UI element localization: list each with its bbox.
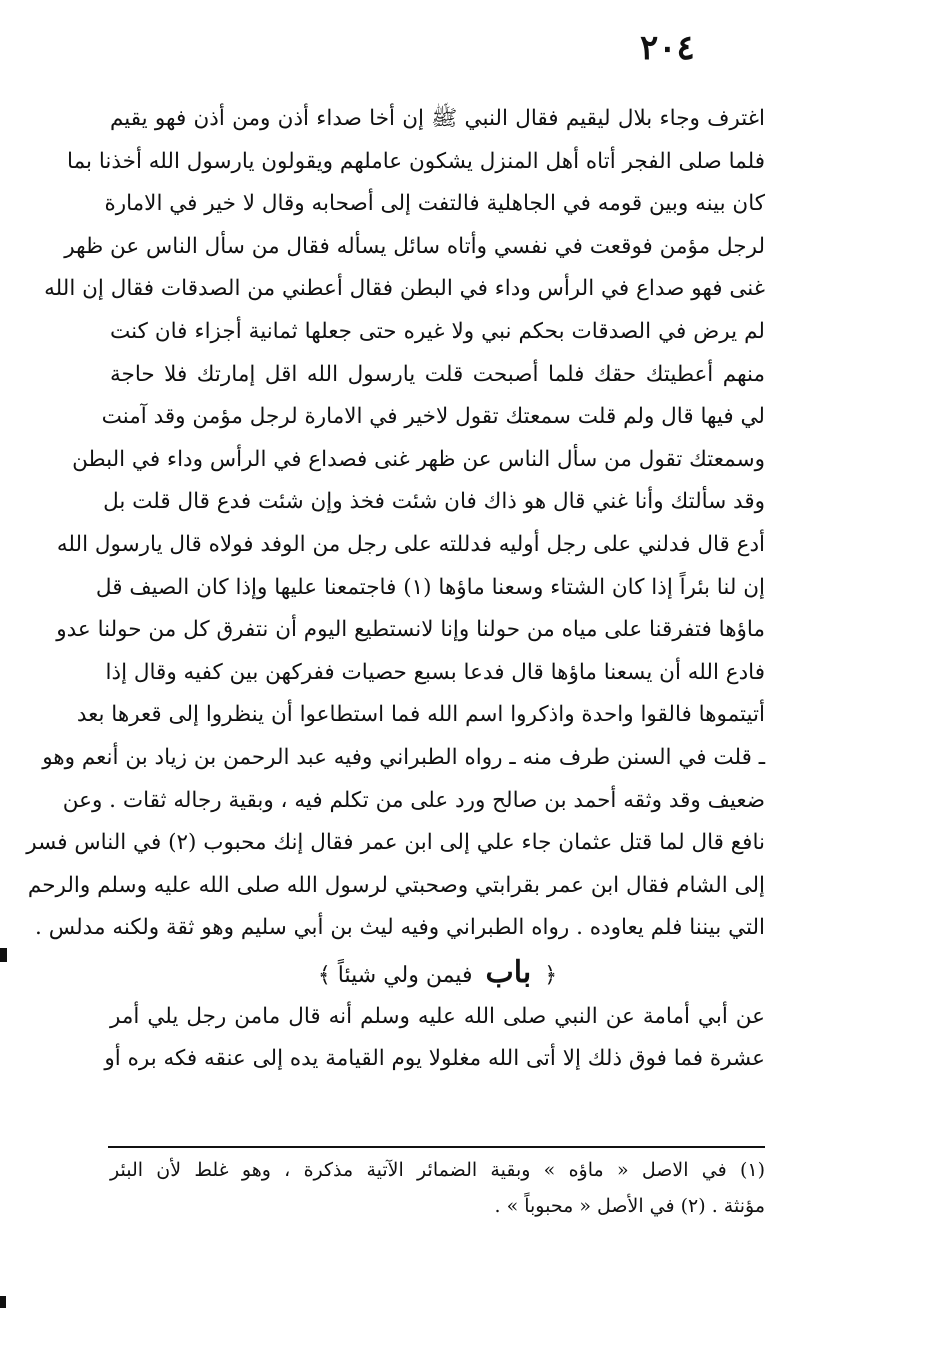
scan-mark xyxy=(0,1296,6,1308)
text-line: أتيتموها فالقوا واحدة واذكروا اسم الله فما استطاعوا أن ينظروا إلى قعرها بعد xyxy=(76,702,765,728)
heading-title: فيمن ولي شيئاً xyxy=(337,962,473,988)
heading-bracket-close: ﴾ xyxy=(317,962,331,988)
text-line: أدع قال فدلني على رجل أوليه فدللته على رجل من الوفد فولاه قال يارسول الله xyxy=(56,531,765,557)
text-line: ماؤها فتفرقنا على مياه من حولنا وإنا لانستطيع اليوم أن نتفرق كل من حولنا عدو xyxy=(56,617,765,643)
scan-mark xyxy=(0,948,7,962)
text-line: نافع قال لما قتل عثمان جاء علي إلى ابن عمر فقال إنك محبوب (٢) في الناس فسر xyxy=(26,830,765,856)
text-line: التي بيننا فلم يعاوده . رواه الطبراني وفيه ليث بن أبي سليم وهو ثقة ولكنه مدلس . xyxy=(35,915,765,941)
text-line: غنى فهو صداع في الرأس وداء في البطن فقال أعطني من الصدقات فقال إن الله xyxy=(44,276,765,302)
text-line: فادع الله أن يسعنا ماؤها قال فدعا بسبع حصيات ففركهن بين كفيه وقال إذا xyxy=(105,659,765,685)
footnote-line: (١) في الاصل « ماؤه » وبقية الضمائر الآتية مذكرة ، وهو غلط لأن البئر xyxy=(110,1159,765,1181)
chapter-heading xyxy=(110,950,765,996)
text-line: وقد سألتك وأنا غني قال هو ذاك فان شئت فخذ وإن شئت فدع قال قلت بل xyxy=(103,489,765,515)
text-line: فلما صلى الفجر أتاه أهل المنزل يشكون عاملهم ويقولون يارسول الله أخذنا بما xyxy=(67,148,765,174)
heading-bab: باب xyxy=(485,954,532,990)
footnote-divider xyxy=(108,1146,765,1148)
page-number: ٢٠٤ xyxy=(640,28,695,68)
text-line: لم يرض في الصدقات بحكم نبي ولا غيره حتى جعلها ثمانية أجزاء فان كنت xyxy=(110,318,765,344)
heading-bracket-open: ﴿ xyxy=(544,962,558,988)
text-line: لرجل مؤمن فوقعت في نفسي وأتاه سائل يسأله فقال من سأل الناس عن ظهر xyxy=(64,233,765,259)
text-line: منهم أعطيتك حقك فلما أصبحت قلت يارسول الله اقل إمارتك فلا حاجة xyxy=(110,361,765,387)
footnotes xyxy=(110,1152,765,1224)
footnote-line: مؤنثة . (٢) في الأصل « محبوباً » . xyxy=(494,1195,765,1217)
text-line: عن أبي أمامة عن النبي صلى الله عليه وسلم أنه قال مامن رجل يلي أمر xyxy=(110,1003,765,1029)
text-line: كان بينه وبين قومه في الجاهلية فالتفت إلى أصحابه وقال لا خير في الامارة xyxy=(104,191,765,217)
text-line: ـ قلت في السنن طرف منه ـ رواه الطبراني وفيه عبد الرحمن بن زياد بن أنعم وهو xyxy=(42,744,765,770)
text-line: وسمعتك تقول من سأل الناس عن ظهر غنى فصداع في الرأس وداء في البطن xyxy=(72,446,765,472)
text-line: اغترف وجاء بلال ليقيم فقال النبي ﷺ إن أخا صداء أذن ومن أذن فهو يقيم xyxy=(110,106,765,131)
text-line: لي فيها قال ولم قلت سمعتك تقول لاخير في الامارة لرجل مؤمن وقد آمنت xyxy=(101,404,765,430)
main-text xyxy=(26,98,765,1081)
text-line: ضعيف وقد وثقه أحمد بن صالح ورد على من تكلم فيه ، وبقية رجاله ثقات . وعن xyxy=(62,787,765,813)
text-line: إلى الشام فقال ابن عمر بقرابتي وصحبتي لرسول الله صلى الله عليه وسلم والرحم xyxy=(27,872,765,898)
text-line: إن لنا بئراً إذا كان الشتاء وسعنا ماؤها (١) فاجتمعنا عليها وإذا كان الصيف قل xyxy=(95,574,765,600)
text-line: عشرة فما فوق ذلك إلا أتى الله مغلولا يوم القيامة يده إلى عنقه فكه بره أو xyxy=(104,1046,765,1072)
